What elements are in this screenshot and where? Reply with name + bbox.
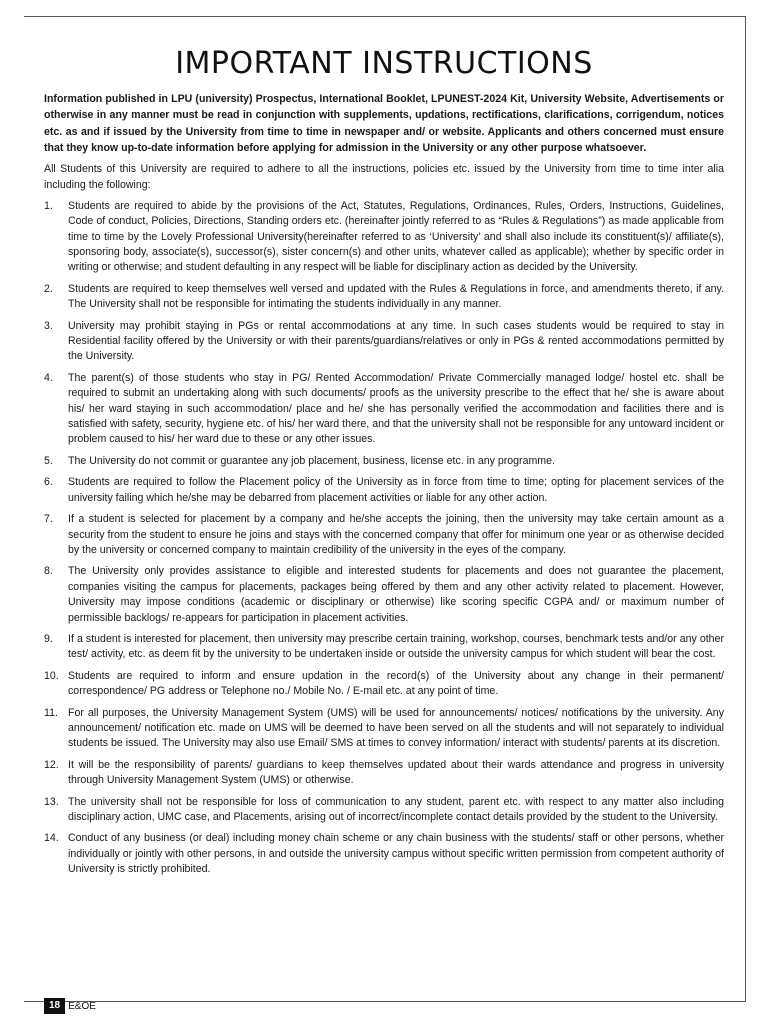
item-text: The University do not commit or guarantee any job placement, business, license etc. in any programme. (68, 454, 555, 467)
item-text: University may prohibit staying in PGs or rental accommodations at any time. In such cases students would be required to stay in Residential facility offered by the University or with their parents/guardians/relatives or only in PGs & rented accommodations permitted by the University. (68, 319, 724, 363)
instructions-list (44, 199, 724, 878)
list-item (44, 199, 724, 276)
page-footer (44, 998, 96, 1014)
item-text: If a student is selected for placement by a company and he/she accepts the joining, then the university may take certain amount as a security from the student to ensure he joins and stays with the concerned company that offer for minimum one year or as otherwise decided by the university or concerned company to maintain credibility of the university in the eyes of the company. (68, 513, 724, 556)
item-text: Students are required to keep themselves well versed and updated with the Rules & Regulations in force, and amendments thereto, if any. The University shall not be responsible for intimating the students individually in any manner. (68, 282, 724, 311)
item-text: Students are required to inform and ensure updation in the record(s) of the University about any change in their permanent/ correspondence/ PG address or Telephone no./ Mobile No. / E-mail etc. at any point of time. (68, 669, 724, 698)
item-number: 14. (44, 832, 59, 845)
item-number: 12. (44, 758, 59, 771)
item-text: If a student is interested for placement, then university may prescribe certain training, workshop, courses, benchmark tests and/or any other test/ activity, etc. as deem fit by the university to be undertaken inside or outside the university campus for which student will bear the cost. (68, 632, 724, 661)
item-number: 2. (44, 282, 53, 295)
item-number: 11. (44, 706, 58, 719)
item-number: 1. (44, 199, 53, 212)
list-item (44, 831, 724, 877)
list-item (44, 371, 724, 448)
item-number: 4. (44, 371, 53, 384)
item-text: Conduct of any business (or deal) including money chain scheme or any chain business with the students/ staff or other persons, whether individually or jointly with other persons, in and outside the university campus without specific written permission from competent authority of University is strictly prohibited. (68, 832, 724, 876)
item-text: For all purposes, the University Management System (UMS) will be used for announcements/ notices/ notifications by the university. Any announcement/ notification etc. made on UMS will be deemed to have been served on all the students and will not separately to individual students be issued. The University may also use Email/ SMS at times to convey information/ interact with students/ parents at its discretion. (68, 706, 724, 750)
intro-paragraph: All Students of this University are required to adhere to all the instructions, policies etc. issued by the University from time to time inter alia including the following: (44, 163, 724, 192)
item-number: 5. (44, 454, 53, 467)
item-text: The university shall not be responsible for loss of communication to any student, parent etc. with respect to any matter also including disciplinary action, UMC case, and Placements, arising out of incorrect/incomplete contact details provided by the student to the University. (68, 795, 724, 823)
document-page (44, 47, 724, 884)
list-item (44, 669, 724, 700)
eoe-label: E&OE (68, 1000, 96, 1012)
page-title: IMPORTANT INSTRUCTIONS (175, 46, 593, 81)
item-number: 9. (44, 632, 53, 645)
list-item (44, 564, 724, 626)
item-number: 6. (44, 476, 53, 489)
list-item (44, 319, 724, 365)
item-text: It will be the responsibility of parents/ guardians to keep themselves updated about their wards attendance and progress in university through University Management System (UMS) or otherwise. (68, 758, 724, 787)
list-item (44, 632, 724, 663)
list-item (44, 282, 724, 313)
item-number: 7. (44, 513, 53, 526)
list-item (44, 706, 724, 752)
item-text: The parent(s) of those students who stay in PG/ Rented Accommodation/ Private Commercially managed lodge/ hostel etc. shall be required to submit an undertaking along with such documents/ proofs as the university prescribe to the effect that he/ she is aware about his/ her ward staying in such accommodation/ place and he/ she has personally verified the accommodation and facilities there and is satisfied with safety, security, hygiene etc. of his/ her ward there, and that the university shall not be responsible for any untoward incident or problem caused to his/ her ward due to these or any other issues. (68, 371, 724, 446)
item-text: The University only provides assistance to eligible and interested students for placements and does not guarantee the placement, companies visiting the campus for placements, packages being offered by them and any other activity related to placement. However, University may impose conditions (academic or disciplinary or otherwise) like scoring specific CGPA and/ or maximum number of permissible backlogs/ re-appears for participation in placement activities. (68, 565, 724, 624)
item-text: Students are required to follow the Placement policy of the University as in force from time to time; opting for placement services of the university failing which he/she may be debarred from placement activities or liable for any other action. (68, 476, 724, 504)
page-number: 18 (44, 998, 65, 1014)
list-item (44, 512, 724, 558)
item-number: 8. (44, 565, 53, 578)
list-item (44, 454, 724, 469)
list-item (44, 795, 724, 826)
list-item (44, 475, 724, 506)
list-item (44, 758, 724, 789)
item-number: 13. (44, 795, 59, 808)
lead-paragraph: Information published in LPU (university) Prospectus, International Booklet, LPUNEST-2024 Kit, University Website, Advertisements or otherwise in any manner must be read in conjunction with supplements, updations, rectifications, clarifications, corrigendum, notices etc. as and if issued by the University from time to time in newspaper and/ or website. Applicants and others concerned must ensure that they know up-to-date information before applying for admission in the University or any other purpose whatsoever. (44, 93, 724, 154)
item-number: 10. (44, 669, 59, 682)
item-text: Students are required to abide by the provisions of the Act, Statutes, Regulations, Ordinances, Rules, Orders, Instructions, Guidelines, Code of conduct, Policies, Directions, Standing orders etc. (hereinafter jointly referred to as “Rules & Regulations”) as made applicable from time to time by the Lovely Professional University(hereinafter referred to as ‘University’ and shall also include its constituent(s)/ affiliate(s), sponsoring body, associate(s), successor(s), sister concern(s) and other units, whatever called as applicable); whether by specific order in writing or otherwise; and student defaulting in any respect will be liable for disciplinary action as decided by the University. (68, 199, 724, 274)
item-number: 3. (44, 319, 53, 332)
